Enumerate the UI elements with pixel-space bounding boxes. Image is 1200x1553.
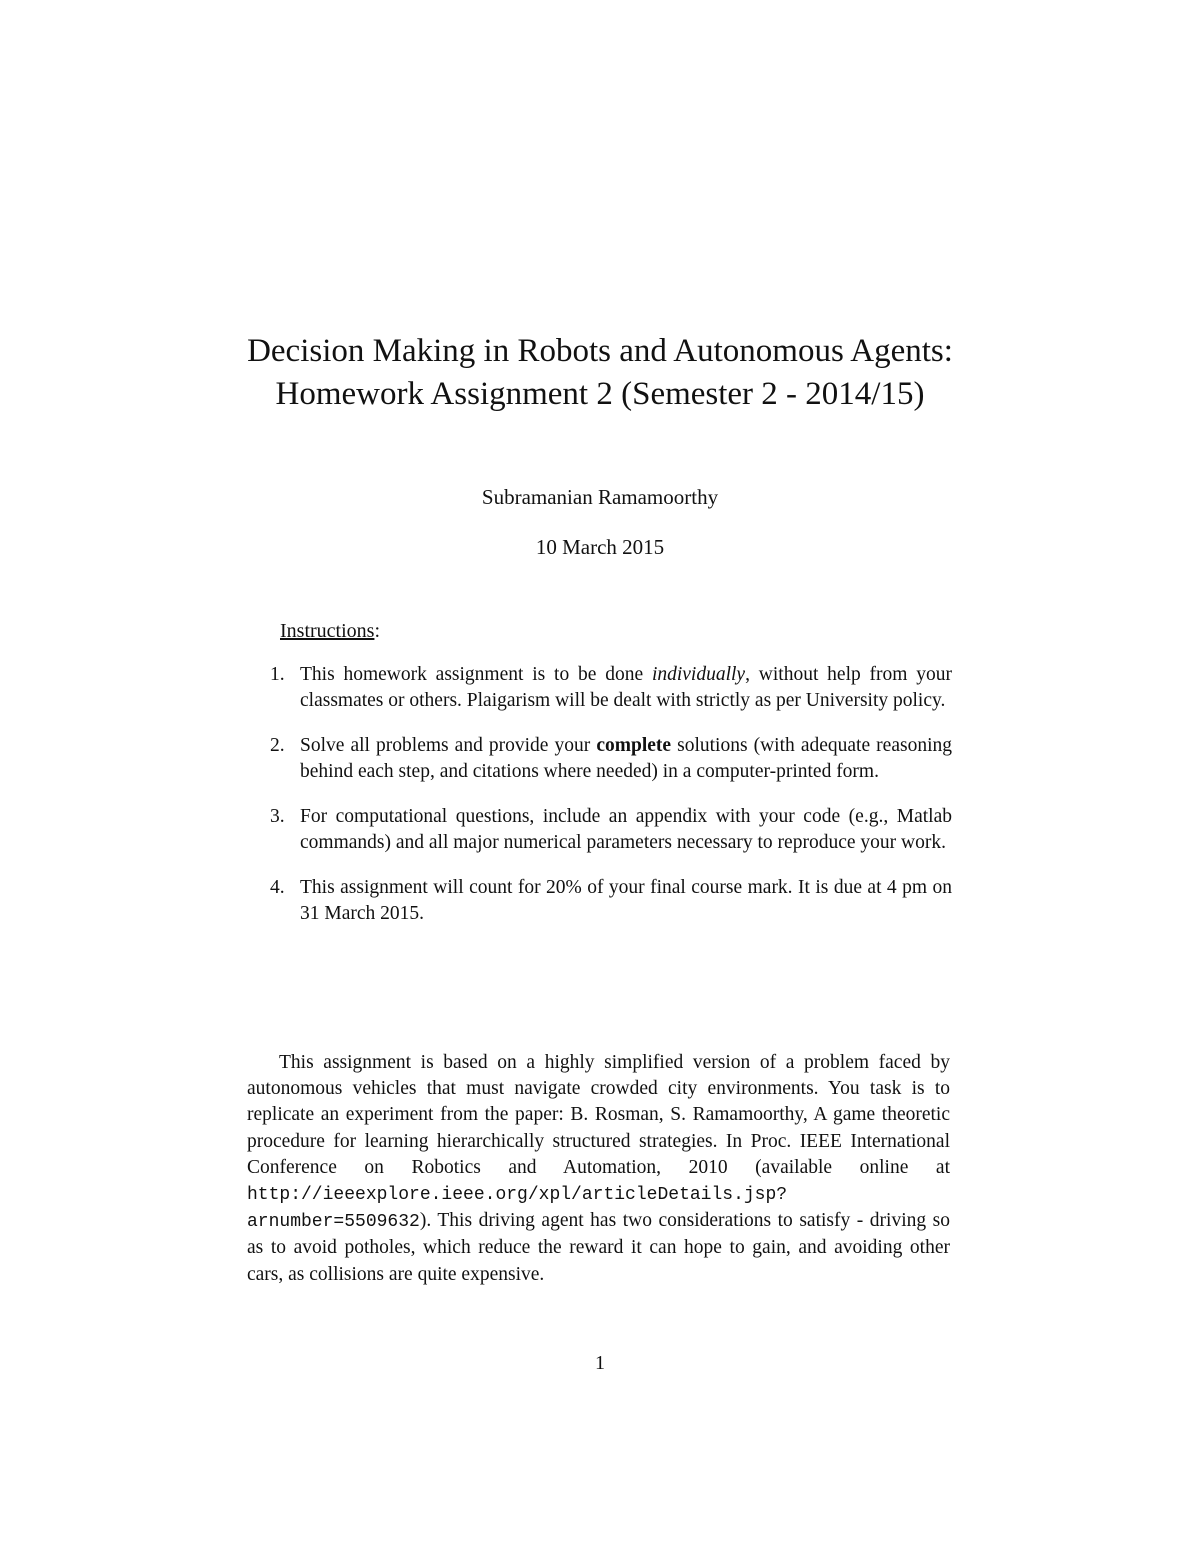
document-date: 10 March 2015 bbox=[535, 535, 665, 559]
document-title: Decision Making in Robots and Autonomous Agents: Homework Assignment 2 (Semester 2 - 2014/15) bbox=[247, 333, 953, 412]
instruction-item-3 bbox=[270, 804, 952, 856]
instruction-item-4 bbox=[270, 875, 952, 927]
instruction-bold: complete bbox=[596, 735, 672, 756]
instruction-number: 4. bbox=[270, 877, 285, 898]
paragraph-text: ). This driving agent has two considerations to satisfy - driving so as to avoid potholes, which reduce the reward it can hope to gain, and avoiding other cars, as collisions are quite expensive. bbox=[247, 1210, 950, 1285]
instruction-text: This assignment will count for 20% of your final course mark. It is due at 4 pm on 31 March 2015. bbox=[300, 877, 952, 924]
instruction-emphasis: individually bbox=[651, 664, 746, 685]
page-number: 1 bbox=[595, 1352, 605, 1374]
body-paragraph bbox=[247, 1050, 950, 1288]
instruction-text: Solve all problems and provide your bbox=[300, 735, 597, 756]
instruction-number: 2. bbox=[270, 735, 285, 756]
instruction-item-2 bbox=[270, 733, 952, 785]
instruction-text: For computational questions, include an appendix with your code (e.g., Matlab commands) and all major numerical parameters necessary to reproduce your work. bbox=[300, 806, 952, 853]
paper-url-link[interactable]: http://ieeexplore.ieee.org/xpl/articleDetails.jsp?arnumber=5509632 bbox=[247, 1185, 788, 1233]
instructions-list bbox=[270, 662, 952, 946]
paragraph-text: This assignment is based on a highly simplified version of a problem faced by autonomous vehicles that must navigate crowded city environments. You task is to replicate an experiment from the paper: B. Rosman, S. Ramamoorthy, A game theoretic procedure for learning hierarchically structured strategies. In Proc. IEEE International Conference on Robotics and Automation, 2010 (available online at bbox=[247, 1052, 950, 1178]
instruction-text: , without help from your classmates or others. Plaigarism will be dealt with strictly as per University policy. bbox=[300, 664, 952, 711]
instructions-heading-label: Instructions bbox=[280, 620, 375, 642]
instructions-heading bbox=[280, 620, 380, 643]
instruction-text: This homework assignment is to be done bbox=[300, 664, 652, 685]
instruction-number: 3. bbox=[270, 806, 285, 827]
instruction-number: 1. bbox=[270, 664, 285, 685]
instructions-heading-colon: : bbox=[374, 620, 380, 642]
instruction-text: solutions (with adequate reasoning behind each step, and citations where needed) in a computer-printed form. bbox=[300, 735, 952, 782]
instruction-item-1 bbox=[270, 662, 952, 714]
author-name: Subramanian Ramamoorthy bbox=[481, 485, 719, 509]
